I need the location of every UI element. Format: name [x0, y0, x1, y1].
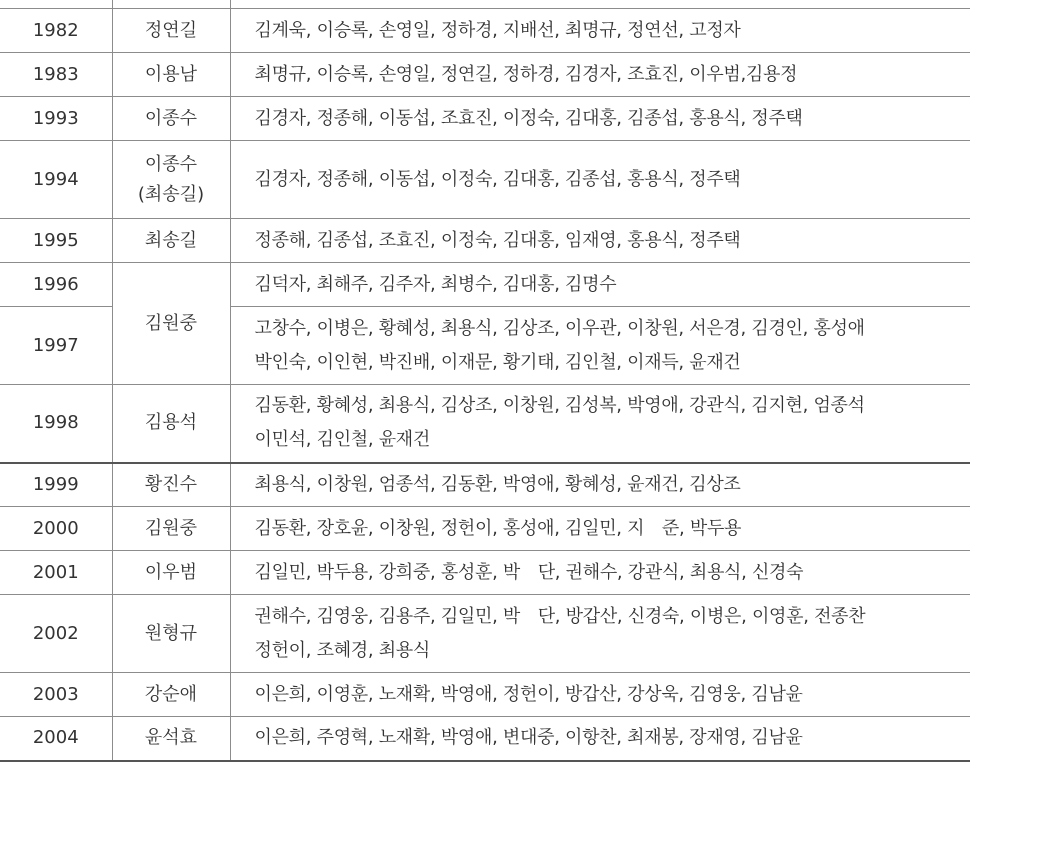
chair-cell: 황진수	[112, 463, 230, 507]
members-cell: 김일민, 박두용, 강희중, 홍성훈, 박 단, 권해수, 강관식, 최용식, 신경숙	[230, 551, 970, 595]
chair-cell: 강순애	[112, 673, 230, 717]
chair-cell: 이종수	[112, 97, 230, 141]
year-cell: 1996	[0, 263, 112, 307]
table-row	[0, 595, 970, 673]
year-cell: 1999	[0, 463, 112, 507]
members-cell: 김덕자, 최해주, 김주자, 최병수, 김대홍, 김명수	[230, 263, 970, 307]
members-cell: 김동환, 황혜성, 최용식, 김상조, 이창원, 김성복, 박영애, 강관식, 김지현, 엄종석 이민석, 김인철, 윤재건	[230, 385, 970, 463]
chair-cell: 윤석효	[112, 717, 230, 761]
chair-cell: 김원중	[112, 263, 230, 385]
table-row	[0, 463, 970, 507]
committee-members-table	[0, 8, 970, 762]
members-cell: 김경자, 정종해, 이동섭, 이정숙, 김대홍, 김종섭, 홍용식, 정주택	[230, 141, 970, 219]
table-row	[0, 717, 970, 761]
year-cell: 1995	[0, 219, 112, 263]
year-cell: 2001	[0, 551, 112, 595]
column-divider-stub	[230, 0, 231, 8]
year-cell: 1982	[0, 9, 112, 53]
column-divider-stub	[112, 0, 113, 8]
year-cell: 1993	[0, 97, 112, 141]
chair-cell: 김원중	[112, 507, 230, 551]
table-row	[0, 97, 970, 141]
table-row	[0, 263, 970, 307]
members-cell: 김계욱, 이승록, 손영일, 정하경, 지배선, 최명규, 정연선, 고정자	[230, 9, 970, 53]
members-cell: 김경자, 정종해, 이동섭, 조효진, 이정숙, 김대홍, 김종섭, 홍용식, 정주택	[230, 97, 970, 141]
members-cell: 정종해, 김종섭, 조효진, 이정숙, 김대홍, 임재영, 홍용식, 정주택	[230, 219, 970, 263]
members-cell: 이은희, 주영혁, 노재확, 박영애, 변대중, 이항찬, 최재봉, 장재영, 김남윤	[230, 717, 970, 761]
members-cell: 김동환, 장호윤, 이창원, 정헌이, 홍성애, 김일민, 지 준, 박두용	[230, 507, 970, 551]
chair-cell: 이용남	[112, 53, 230, 97]
year-cell: 1983	[0, 53, 112, 97]
members-cell: 고창수, 이병은, 황혜성, 최용식, 김상조, 이우관, 이창원, 서은경, 김경인, 홍성애 박인숙, 이인현, 박진배, 이재문, 황기태, 김인철, 이재득, 윤재건	[230, 307, 970, 385]
members-cell: 권해수, 김영웅, 김용주, 김일민, 박 단, 방갑산, 신경숙, 이병은, 이영훈, 전종찬 정헌이, 조혜경, 최용식	[230, 595, 970, 673]
chair-cell: 김용석	[112, 385, 230, 463]
members-cell: 최명규, 이승록, 손영일, 정연길, 정하경, 김경자, 조효진, 이우범,김용정	[230, 53, 970, 97]
table-row	[0, 219, 970, 263]
table-row	[0, 9, 970, 53]
year-cell: 2003	[0, 673, 112, 717]
chair-cell: 최송길	[112, 219, 230, 263]
year-cell: 1997	[0, 307, 112, 385]
table-row	[0, 385, 970, 463]
chair-cell: 정연길	[112, 9, 230, 53]
members-cell: 이은희, 이영훈, 노재확, 박영애, 정헌이, 방갑산, 강상욱, 김영웅, 김남윤	[230, 673, 970, 717]
table-row	[0, 551, 970, 595]
year-cell: 1998	[0, 385, 112, 463]
chair-cell: 원형규	[112, 595, 230, 673]
chair-cell: 이우범	[112, 551, 230, 595]
year-cell: 2002	[0, 595, 112, 673]
table-row	[0, 53, 970, 97]
members-cell: 최용식, 이창원, 엄종석, 김동환, 박영애, 황혜성, 윤재건, 김상조	[230, 463, 970, 507]
year-cell: 1994	[0, 141, 112, 219]
year-cell: 2004	[0, 717, 112, 761]
table-row	[0, 141, 970, 219]
chair-cell: 이종수 (최송길)	[112, 141, 230, 219]
table-row	[0, 673, 970, 717]
table-row	[0, 507, 970, 551]
year-cell: 2000	[0, 507, 112, 551]
